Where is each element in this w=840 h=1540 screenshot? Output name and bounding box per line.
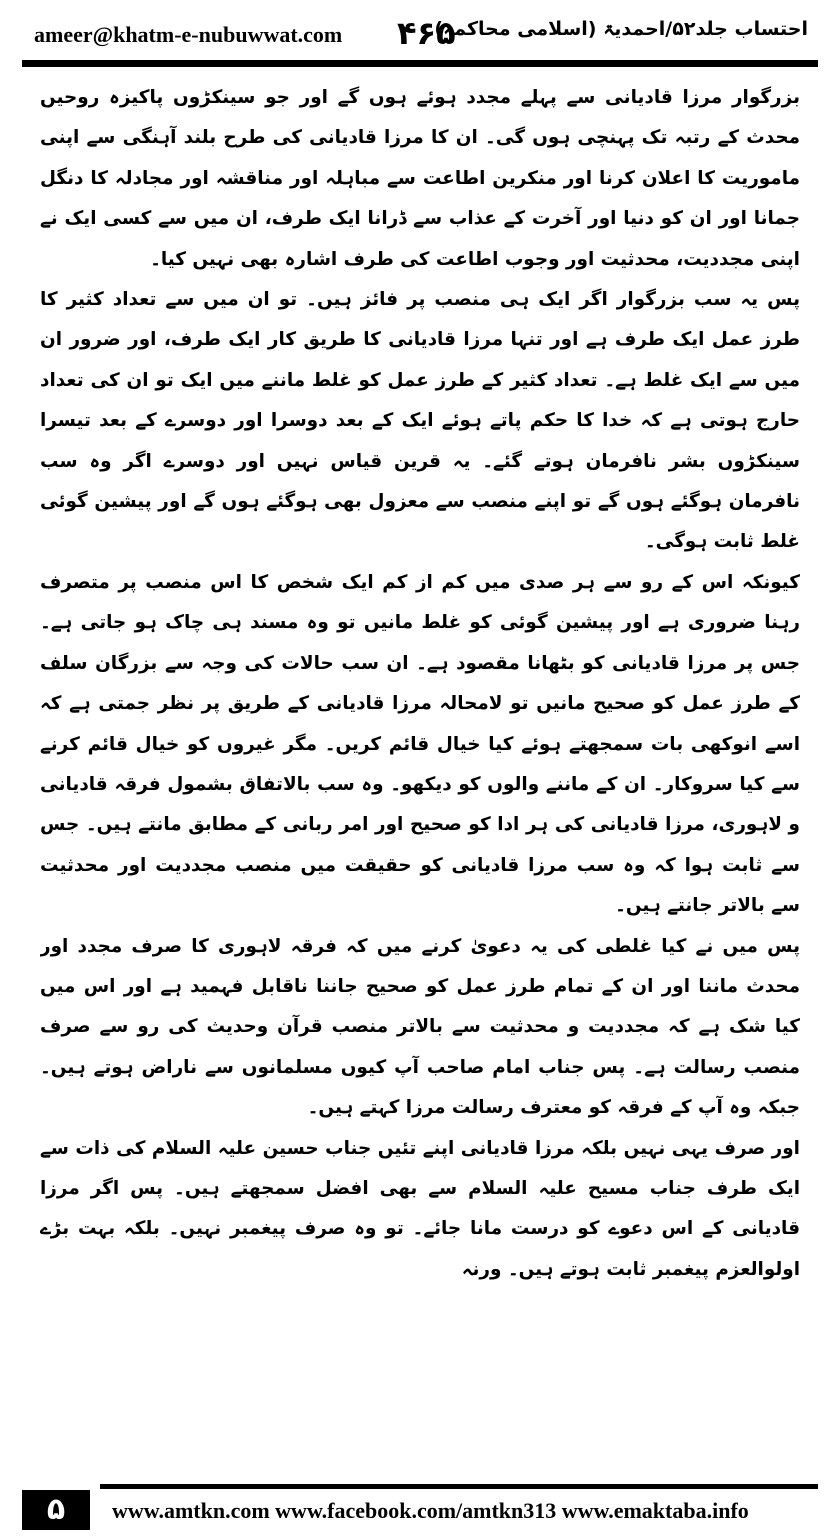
footer-page-number: ۵ xyxy=(22,1490,90,1530)
paragraph: پس یہ سب بزرگوار اگر ایک ہی منصب پر فائز ہیں۔ تو ان میں سے تعداد کثیر کا طرز عمل ایک طرف ہے اور تنہا مرزا قادیانی کا طریق کار ایک طرف، اور ضرور ان میں سے ایک غلط ہے۔ تعداد کثیر کے طرز عمل کو غلط ماننے میں ایک تو ان کی تعداد حارج ہوتی ہے کہ خدا کا حکم پاتے ہوئے ایک کے بعد دوسرا اور دوسرے کے بعد تیسرا سینکڑوں بشر نافرمان ہوتے گئے۔ یہ قرین قیاس نہیں اور دوسرے اگر وہ سب نافرمان ہوگئے ہوں گے تو اپنے منصب سے معزول بھی ہوگئے ہوں گے اور پیشین گوئی غلط ثابت ہوگی۔ xyxy=(40,289,800,553)
page-footer xyxy=(22,1490,818,1534)
body-text xyxy=(40,78,800,1453)
paragraph: اور صرف یہی نہیں بلکہ مرزا قادیانی اپنے تئیں جناب حسین علیہ السلام کی ذات سے ایک طرف جناب مسیح علیہ السلام سے بھی افضل سمجھتے ہیں۔ پس اگر مرزا قادیانی کے اس دعوے کو درست مانا جائے۔ تو وہ صرف پیغمبر نہیں۔ بلکہ بہت بڑے اولوالعزم پیغمبر ثابت ہوتے ہیں۔ ورنہ xyxy=(40,1137,800,1280)
header-rule xyxy=(22,60,818,67)
footer-rule xyxy=(100,1484,818,1489)
footer-links: www.amtkn.com www.facebook.com/amtkn313 www.emaktaba.info xyxy=(112,1498,749,1523)
paragraph: کیونکہ اس کے رو سے ہر صدی میں کم از کم ایک شخص کا اس منصب پر متصرف رہنا ضروری ہے اور پیشین گوئی کو غلط مانیں تو وہ مسند ہی چاک ہو جاتی ہے۔ جس پر مرزا قادیانی کو بٹھانا مقصود ہے۔ ان سب حالات کی وجہ سے بزرگان سلف کے طرز عمل کو صحیح مانیں تو لامحالہ مرزا قادیانی کے طریق پر نظر جمتی ہے کہ اسے انوکھی بات سمجھتے ہوئے کیا خیال قائم کریں۔ مگر غیروں کو خیال قائم کرنے سے کیا سروکار۔ ان کے ماننے والوں کو دیکھو۔ وہ سب بالاتفاق بشمول فرقہ قادیانی و لاہوری، مرزا قادیانی کی ہر ادا کو صحیح اور امر ربانی کے مطابق مانتے ہیں۔ جس سے ثابت ہوا کہ وہ سب مرزا قادیانی کو حقیقت میں منصب مجددیت اور محدثیت سے بالاتر جانتے ہیں۔ xyxy=(40,571,800,917)
header-email: ameer@khatm-e-nubuwwat.com xyxy=(34,22,343,47)
header-book-title: احتساب جلد۵۲/احمدیۃ (اسلامی محاکمہ) xyxy=(434,18,808,40)
paragraph: پس میں نے کیا غلطی کی یہ دعویٰ کرنے میں کہ فرقہ لاہوری کا صرف مجدد اور محدث ماننا اور ان کے تمام طرز عمل کو صحیح جاننا ناقابل فہمید ہے اور اس میں کیا شک ہے کہ مجددیت و محدثیت سے بالاتر منصب قرآن وحدیث کی رو سے صرف منصب رسالت ہے۔ پس جناب امام صاحب آپ کیوں مسلمانوں سے ناراض ہوتے ہیں۔ جبکہ وہ آپ کے فرقہ کو معترف رسالت مرزا کہتے ہیں۔ xyxy=(40,935,800,1119)
header-page-number: ۴۶۵ xyxy=(397,14,456,52)
paragraph: بزرگوار مرزا قادیانی سے پہلے مجدد ہوئے ہوں گے اور جو سینکڑوں پاکیزہ روحیں محدث کے رتبہ تک پہنچی ہوں گی۔ ان کا مرزا قادیانی کی طرح بلند آہنگی سے اپنی ماموریت کا اعلان کرنا اور منکرین اطاعت سے مباہلہ اور مناقشہ اور مجادلہ کا دنگل جمانا اور ان کو دنیا اور آخرت کے عذاب سے ڈرانا ایک طرف، ان میں سے کسی ایک نے اپنی مجددیت، محدثیت اور وجوب اطاعت کی طرف اشارہ بھی نہیں کیا۔ xyxy=(40,87,800,270)
page-header xyxy=(22,0,818,60)
